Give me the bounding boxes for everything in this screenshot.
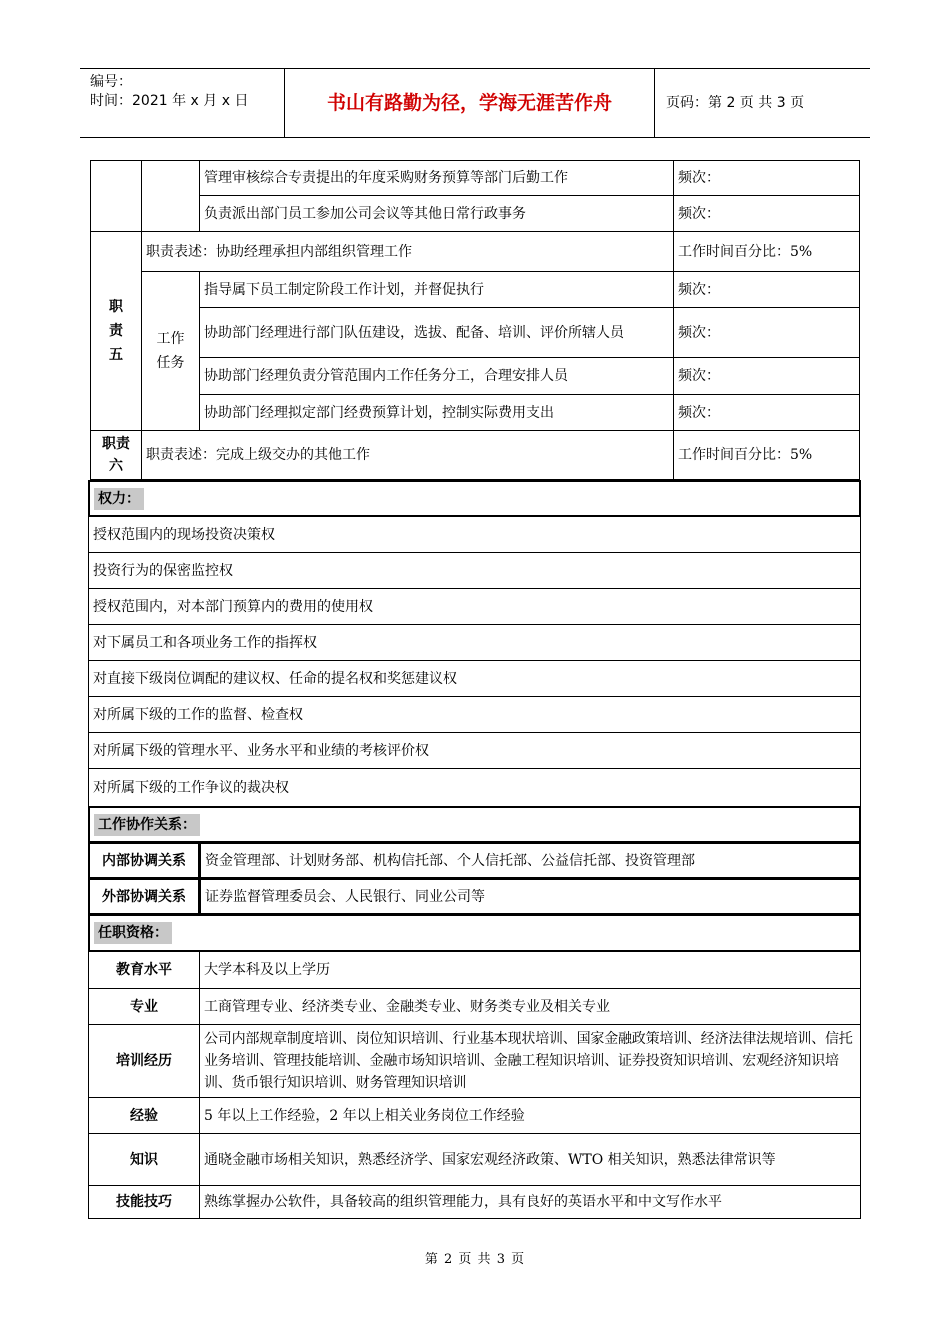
collab-heading-text: 工作协作关系： <box>94 814 200 836</box>
duty-label-cell <box>90 160 142 232</box>
qualification-label: 教育水平 <box>88 951 200 989</box>
header-divider <box>654 69 655 137</box>
document-number: 编号： <box>90 74 132 90</box>
external-collab-value: 证券监督管理委员会、人民银行、同业公司等 <box>199 878 861 915</box>
power-item: 授权范围内的现场投资决策权 <box>88 516 861 553</box>
qualification-label: 培训经历 <box>88 1024 200 1098</box>
qualification-value: 5 年以上工作经验，2 年以上相关业务岗位工作经验 <box>199 1097 861 1134</box>
qualification-value: 大学本科及以上学历 <box>199 951 861 989</box>
internal-collab-value: 资金管理部、计划财务部、机构信托部、个人信托部、公益信托部、投资管理部 <box>199 842 861 879</box>
task-frequency: 频次： <box>673 195 860 232</box>
qualification-value: 通晓金融市场相关知识，熟悉经济学、国家宏观经济政策、WTO 相关知识，熟悉法律常识等 <box>199 1133 861 1186</box>
document-time: 时间：2021 年 x 月 x 日 <box>90 93 249 109</box>
task-label-cell <box>141 160 200 232</box>
task-text: 协助部门经理进行部门队伍建设，选拔、配备、培训、评价所辖人员 <box>199 307 674 358</box>
duty5-label: 职 责 五 <box>90 231 142 431</box>
task-text: 指导属下员工制定阶段工作计划，并督促执行 <box>199 271 674 308</box>
power-item: 对所属下级的工作争议的裁决权 <box>88 768 861 807</box>
task-text: 协助部门经理拟定部门经费预算计划，控制实际费用支出 <box>199 394 674 431</box>
page-footer: 第 2 页 共 3 页 <box>424 1252 526 1267</box>
duty5-time-percent: 工作时间百分比：5% <box>673 231 860 272</box>
power-item: 对所属下级的工作的监督、检查权 <box>88 696 861 733</box>
power-item: 对所属下级的管理水平、业务水平和业绩的考核评价权 <box>88 732 861 769</box>
collab-heading <box>88 806 861 843</box>
power-item: 对直接下级岗位调配的建议权、任命的提名权和奖惩建议权 <box>88 660 861 697</box>
task-text: 负责派出部门员工参加公司会议等其他日常行政事务 <box>199 195 674 232</box>
power-item: 投资行为的保密监控权 <box>88 552 861 589</box>
task-frequency: 频次： <box>673 307 860 358</box>
header-meta <box>90 73 248 111</box>
qualification-label: 知识 <box>88 1133 200 1186</box>
duty6-label: 职责 六 <box>90 430 142 480</box>
qualification-label: 经验 <box>88 1097 200 1134</box>
duty5-description: 职责表述：协助经理承担内部组织管理工作 <box>141 231 674 272</box>
external-collab-label: 外部协调关系 <box>88 878 200 915</box>
qualifications-heading-text: 任职资格： <box>94 922 172 944</box>
qualification-value: 熟练掌握办公软件，具备较高的组织管理能力，具有良好的英语水平和中文写作水平 <box>199 1185 861 1219</box>
power-item: 授权范围内，对本部门预算内的费用的使用权 <box>88 588 861 625</box>
task-text: 协助部门经理负责分管范围内工作任务分工，合理安排人员 <box>199 357 674 395</box>
duty6-description: 职责表述：完成上级交办的其他工作 <box>141 430 674 480</box>
powers-heading <box>88 480 861 517</box>
qualification-label: 技能技巧 <box>88 1185 200 1219</box>
page-header <box>80 68 870 138</box>
task-frequency: 频次： <box>673 271 860 308</box>
duty5-task-label: 工作 任务 <box>141 271 200 431</box>
task-frequency: 频次： <box>673 394 860 431</box>
powers-heading-text: 权力： <box>94 488 144 510</box>
duty6-time-percent: 工作时间百分比：5% <box>673 430 860 480</box>
task-frequency: 频次： <box>673 160 860 196</box>
power-item: 对下属员工和各项业务工作的指挥权 <box>88 624 861 661</box>
header-motto: 书山有路勤为径，学海无涯苦作舟 <box>326 92 612 114</box>
internal-collab-label: 内部协调关系 <box>88 842 200 879</box>
task-text: 管理审核综合专责提出的年度采购财务预算等部门后勤工作 <box>199 160 674 196</box>
qualification-label: 专业 <box>88 988 200 1025</box>
qualification-value: 公司内部规章制度培训、岗位知识培训、行业基本现状培训、国家金融政策培训、经济法律法规培训、信托业务培训、管理技能培训、金融市场知识培训、金融工程知识培训、证券投资知识培训、宏观经济知识培训、货币银行知识培训、财务管理知识培训 <box>199 1024 861 1098</box>
header-page-number: 页码：第 2 页 共 3 页 <box>666 95 805 111</box>
task-frequency: 频次： <box>673 357 860 395</box>
qualifications-heading <box>88 914 861 952</box>
qualification-value: 工商管理专业、经济类专业、金融类专业、财务类专业及相关专业 <box>199 988 861 1025</box>
